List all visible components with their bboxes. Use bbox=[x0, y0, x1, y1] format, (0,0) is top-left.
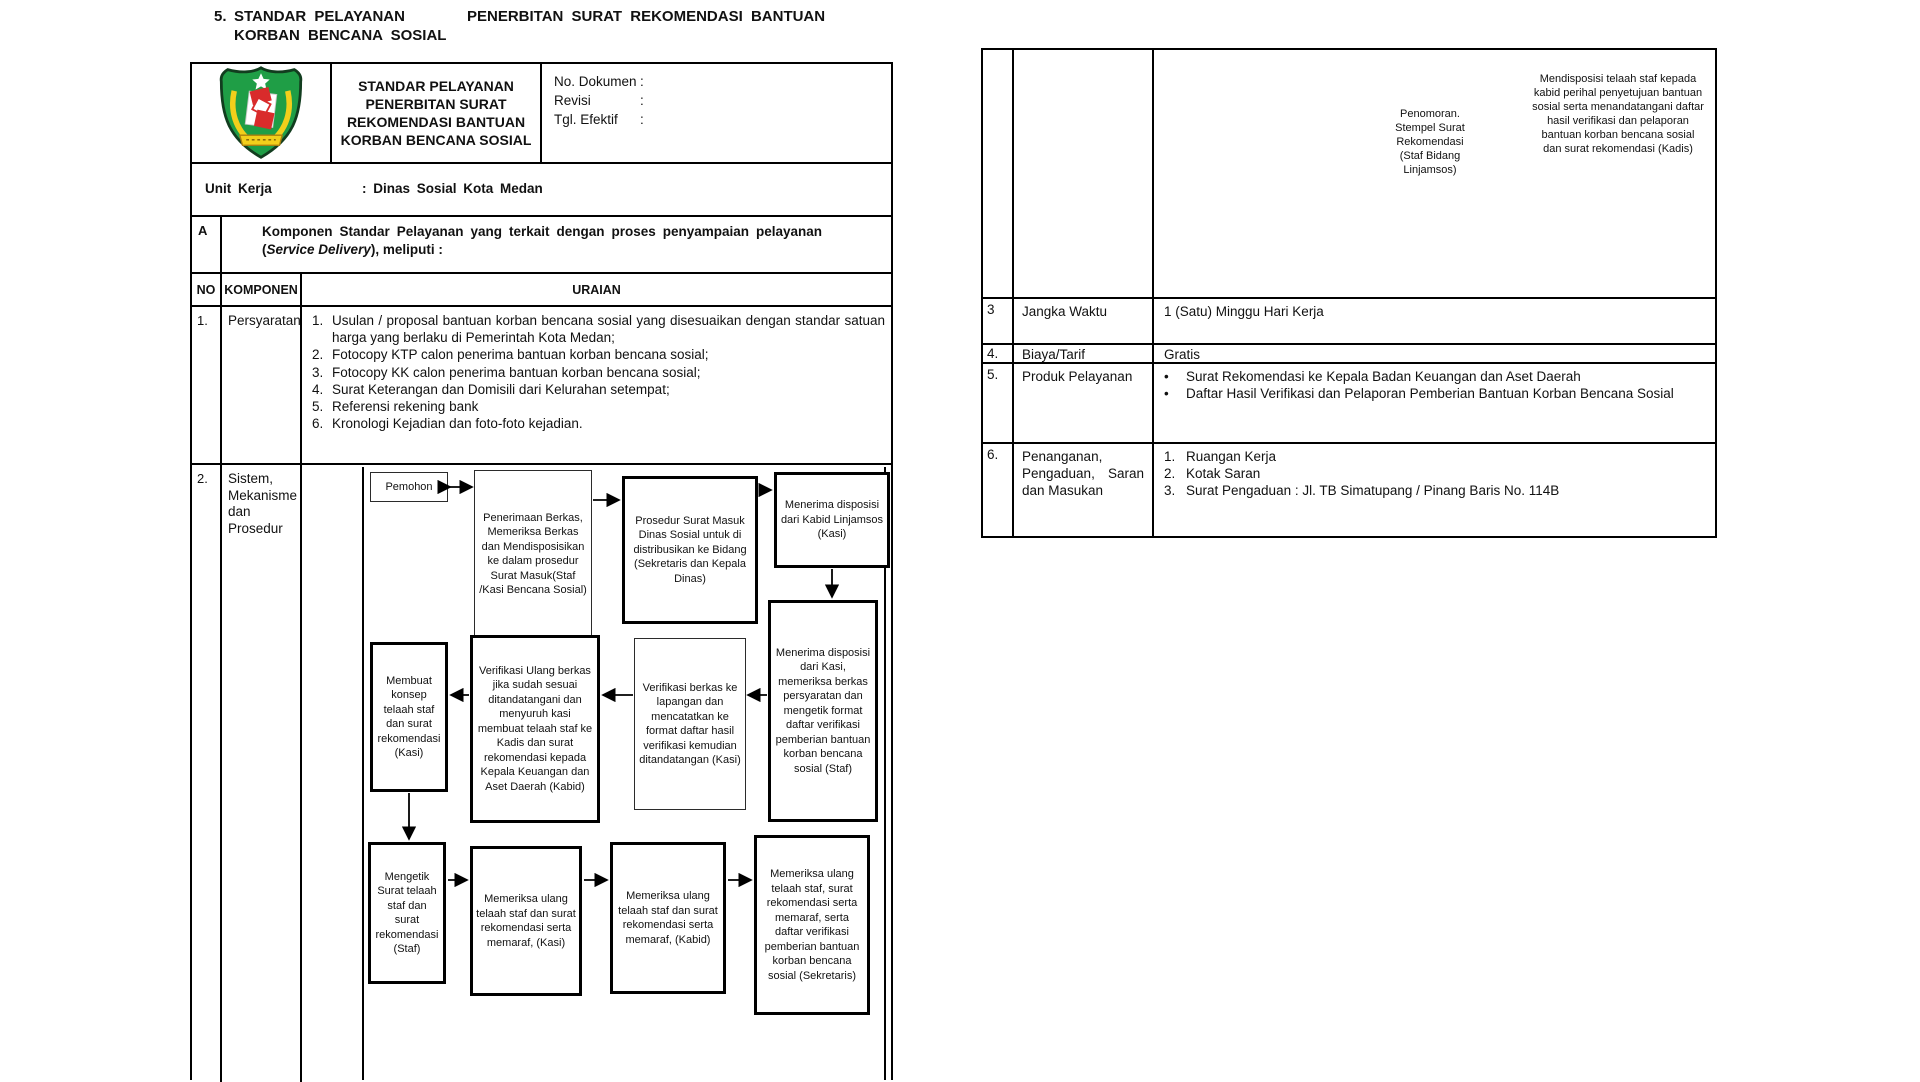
row1-uraian-cell bbox=[302, 307, 891, 463]
section-a-row bbox=[192, 217, 891, 274]
row-penanganan-pengaduan bbox=[983, 444, 1715, 538]
flow-box-verifikasi-lapangan: Verifikasi berkas ke lapangan dan mencatatkan ke format daftar hasil verifikasi kemudian ditandatangan (Kasi) bbox=[634, 638, 746, 810]
list-item: 1. Usulan / proposal bantuan korban bencana sosial yang disesuaikan dengan standar satuan harga yang berlaku di Pemerintah Kota Medan; bbox=[312, 313, 885, 346]
document-title-cell bbox=[332, 64, 542, 162]
unit-kerja-value: : Dinas Sosial Kota Medan bbox=[362, 181, 543, 196]
section-a-text: Komponen Standar Pelayanan yang terkait dengan proses penyampaian pelayanan (Service Delivery), meliputi : bbox=[262, 224, 822, 257]
column-header-row bbox=[192, 274, 891, 307]
row-biaya-tarif bbox=[983, 345, 1715, 364]
list-item: 5. Referensi rekening bank bbox=[312, 399, 479, 415]
unit-kerja-label: Unit Kerja bbox=[205, 181, 272, 196]
list-item: 1. Ruangan Kerja bbox=[1164, 449, 1277, 464]
continuation-content-cell bbox=[1154, 50, 1715, 297]
flow-box-prosedur-surat-masuk: Prosedur Surat Masuk Dinas Sosial untuk di distribusikan ke Bidang (Sekretaris dan Kepala Dinas) bbox=[622, 476, 758, 624]
col-header-no: NO bbox=[192, 274, 222, 305]
row4-value: Gratis bbox=[1164, 347, 1201, 362]
list-item: 2. Fotocopy KTP calon penerima bantuan korban bencana sosial; bbox=[312, 347, 709, 363]
flow-block-penomoran-stempel: Penomoran. Stempel Surat Rekomendasi (Staf Bidang Linjamsos) bbox=[1395, 108, 1465, 176]
persyaratan-list bbox=[310, 312, 885, 432]
doc-number-label: No. Dokumen bbox=[554, 74, 637, 89]
row3-label: Jangka Waktu bbox=[1014, 299, 1154, 343]
unit-kerja-row bbox=[192, 164, 891, 217]
flow-box-menerima-disposisi-kasi: Menerima disposisi dari Kasi, memeriksa berkas persyaratan dan mengetik format daftar verifikasi pemberian bantuan korban bencana sosial (Staf) bbox=[768, 600, 878, 822]
col-header-uraian: URAIAN bbox=[572, 282, 621, 297]
doc-effective-line bbox=[554, 110, 891, 129]
page-heading bbox=[214, 7, 825, 45]
flow-box-membuat-konsep: Membuat konsep telaah staf dan surat rekomendasi (Kasi) bbox=[370, 642, 448, 792]
doc-effective-label: Tgl. Efektif bbox=[554, 112, 618, 127]
row5-value-cell bbox=[1154, 364, 1715, 442]
list-item: 3. Surat Pengaduan : Jl. TB Simatupang / Pinang Baris No. 114B bbox=[1164, 483, 1560, 498]
flow-box-mengetik-surat: Mengetik Surat telaah staf dan surat rekomendasi (Staf) bbox=[368, 842, 446, 984]
continuation-label-cell bbox=[1014, 50, 1154, 297]
row2-number: 2. bbox=[192, 465, 222, 1082]
flow-box-verifikasi-ulang: Verifikasi Ulang berkas jika sudah sesuai ditandatangani dan menyuruh kasi membuat telaah staf ke Kadis dan surat rekomendasi kepada Kepala Keuangan dan Aset Daerah (Kabid) bbox=[470, 635, 600, 823]
list-item: 3. Fotocopy KK calon penerima bantuan korban bencana sosial; bbox=[312, 364, 701, 380]
heading-line1-right: PENERBITAN SURAT REKOMENDASI BANTUAN bbox=[466, 8, 826, 25]
row5-number: 5. bbox=[983, 364, 1014, 442]
doc-revision-label: Revisi bbox=[554, 93, 591, 108]
doc-number-sep: : bbox=[640, 74, 644, 89]
row-produk-pelayanan bbox=[983, 364, 1715, 444]
heading-line1-left: STANDAR PELAYANAN bbox=[234, 8, 405, 25]
heading-line2: KORBAN BENCANA SOSIAL bbox=[234, 27, 447, 44]
list-item: 6. Kronologi Kejadian dan foto-foto kejadian. bbox=[312, 416, 583, 432]
flow-box-menerima-disposisi-kabid: Menerima disposisi dari Kabid Linjamsos (Kasi) bbox=[774, 472, 890, 568]
row4-number: 4. bbox=[983, 345, 1014, 362]
document-header-row bbox=[192, 64, 891, 164]
doc-number-line bbox=[554, 72, 891, 91]
row3-value: 1 (Satu) Minggu Hari Kerja bbox=[1164, 304, 1324, 319]
section-a-cell bbox=[222, 217, 891, 272]
flow-box-memeriksa-sekretaris: Memeriksa ulang telaah staf, surat rekomendasi serta memaraf, serta daftar verifikasi pemberian bantuan korban bencana sosial (Sekretaris) bbox=[754, 835, 870, 1015]
row6-number: 6. bbox=[983, 444, 1014, 538]
section-a-letter: A bbox=[192, 217, 222, 272]
document-title: STANDAR PELAYANAN PENERBITAN SURAT REKOMENDASI BANTUAN KORBAN BENCANA SOSIAL bbox=[340, 78, 532, 148]
row-persyaratan bbox=[192, 307, 891, 465]
flow-continuation-row bbox=[983, 50, 1715, 299]
bullet-item: • Surat Rekomendasi ke Kepala Badan Keuangan dan Aset Daerah bbox=[1164, 369, 1581, 384]
doc-revision-line bbox=[554, 91, 891, 110]
continuation-no-cell bbox=[983, 50, 1014, 297]
list-item: 2. Kotak Saran bbox=[1164, 466, 1261, 481]
document-meta-cell bbox=[542, 64, 891, 162]
bullet-item: • Daftar Hasil Verifikasi dan Pelaporan Pemberian Bantuan Korban Bencana Sosial bbox=[1164, 386, 1674, 401]
procedure-flowchart bbox=[362, 467, 886, 1080]
service-delivery-italic: Service Delivery bbox=[266, 242, 371, 257]
row6-value-cell bbox=[1154, 444, 1715, 538]
heading-number: 5. bbox=[214, 8, 227, 25]
flow-box-memeriksa-kabid: Memeriksa ulang telaah staf dan surat rekomendasi serta memaraf, (Kabid) bbox=[610, 842, 726, 994]
row5-label: Produk Pelayanan bbox=[1014, 364, 1154, 442]
row3-number: 3 bbox=[983, 299, 1014, 343]
row2-komponen: Sistem, Mekanisme dan Prosedur bbox=[222, 465, 302, 1082]
list-item: 4. Surat Keterangan dan Domisili dari Kelurahan setempat; bbox=[312, 381, 670, 397]
flow-box-penerimaan-berkas: Penerimaan Berkas, Memeriksa Berkas dan Mendisposisikan ke dalam prosedur Surat Masuk(Staf /Kasi Bencana Sosial) bbox=[474, 470, 592, 638]
col-header-komponen: KOMPONEN bbox=[222, 274, 302, 305]
doc-effective-sep: : bbox=[640, 112, 644, 127]
row1-number: 1. bbox=[192, 307, 222, 463]
row1-komponen: Persyaratan bbox=[222, 307, 302, 463]
logo-cell bbox=[192, 64, 332, 162]
row6-label: Penanganan, Pengaduan, Saran dan Masukan bbox=[1014, 444, 1154, 538]
flow-box-pemohon: Pemohon bbox=[370, 472, 448, 502]
medan-city-emblem-icon bbox=[210, 65, 312, 161]
service-standard-table-continued bbox=[981, 48, 1717, 538]
flow-block-mendisposisi-kadis: Mendisposisi telaah staf kepada kabid perihal penyetujuan bantuan sosial serta menandatangani daftar hasil verifikasi dan pelaporan bantuan korban bencana sosial dan surat rekomendasi (Kadis) bbox=[1532, 73, 1704, 155]
flow-box-memeriksa-kasi: Memeriksa ulang telaah staf dan surat rekomendasi serta memaraf, (Kasi) bbox=[470, 846, 582, 996]
doc-revision-sep: : bbox=[640, 93, 644, 108]
row4-label: Biaya/Tarif bbox=[1014, 345, 1154, 362]
row-jangka-waktu bbox=[983, 299, 1715, 345]
